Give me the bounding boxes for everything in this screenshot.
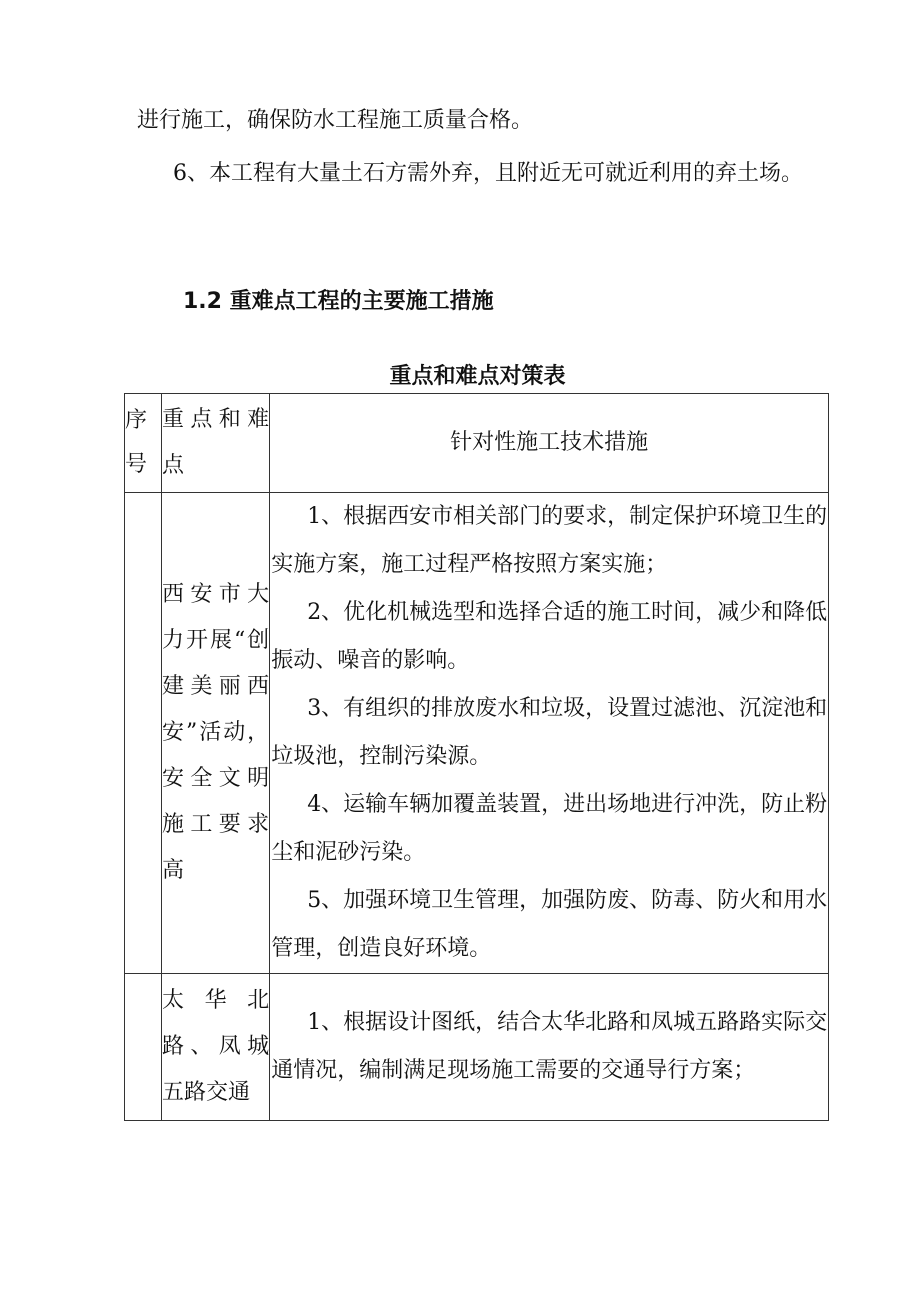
- measure-item: 1、根据西安市相关部门的要求，制定保护环境卫生的实施方案，施工过程严格按照方案实施；: [271, 504, 828, 577]
- table-row: [125, 974, 829, 1121]
- row-key-point-cell: 太华北路、凤城五路交通: [162, 974, 270, 1121]
- header-key-point: 重点和难点: [162, 394, 270, 493]
- row-measures-cell: [270, 974, 829, 1121]
- measure-item: 5、加强环境卫生管理，加强防废、防毒、防火和用水管理，创造良好环境。: [271, 888, 828, 961]
- countermeasures-table: [124, 393, 829, 1121]
- measure-item: 4、运输车辆加覆盖装置，进出场地进行冲洗，防止粉尘和泥砂污染。: [271, 792, 828, 865]
- body-paragraph-1: 进行施工，确保防水工程施工质量合格。: [137, 108, 534, 133]
- table-header-row: [125, 394, 829, 493]
- row-key-point-cell: 西安市大力开展“创建美丽西安”活动，安全文明施工要求高: [162, 493, 270, 974]
- section-heading: 1.2 重难点工程的主要施工措施: [183, 289, 494, 314]
- measure-item: 1、根据设计图纸，结合太华北路和凤城五路路实际交通情况，编制满足现场施工需要的交通导行方案；: [271, 1010, 828, 1083]
- table-title: 重点和难点对策表: [389, 364, 566, 389]
- header-measures: 针对性施工技术措施: [270, 394, 829, 493]
- measure-item: 2、优化机械选型和选择合适的施工时间，减少和降低振动、噪音的影响。: [271, 600, 828, 673]
- header-no: 序号: [125, 394, 162, 493]
- row-measures-cell: [270, 493, 829, 974]
- measure-item: 3、有组织的排放废水和垃圾，设置过滤池、沉淀池和垃圾池，控制污染源。: [271, 696, 828, 769]
- row-no-cell: [125, 974, 162, 1121]
- row-no-cell: [125, 493, 162, 974]
- body-paragraph-2: 6、本工程有大量土石方需外弃，且附近无可就近利用的弃土场。: [173, 161, 803, 186]
- table-row: [125, 493, 829, 974]
